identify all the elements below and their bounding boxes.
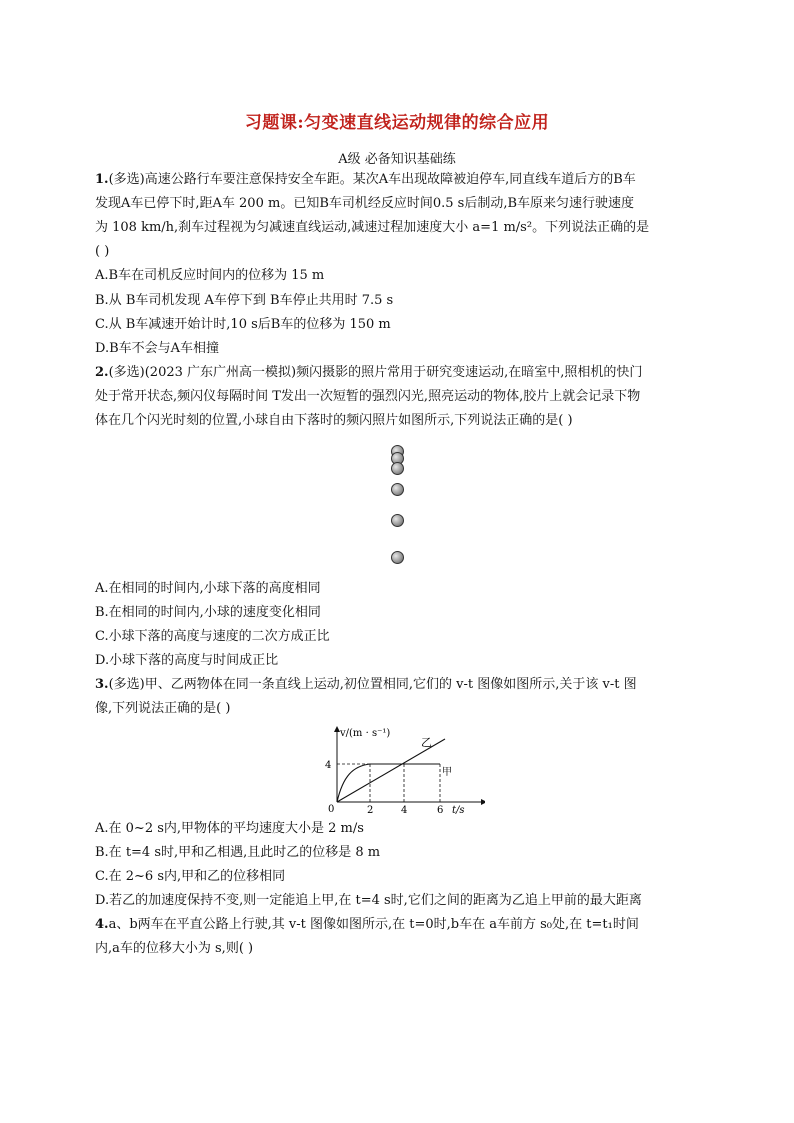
q3-option-a: A.在 0~2 s内,甲物体的平均速度大小是 2 m/s [95, 821, 364, 836]
q3-option-d: D.若乙的加速度保持不变,则一定能追上甲,在 t=4 s时,它们之间的距离为乙追上甲前的最大距离 [95, 893, 642, 908]
x-tick-4: 4 [401, 805, 408, 816]
ball-3 [391, 462, 404, 475]
q2-option-a: A.在相同的时间内,小球下落的高度相同 [95, 581, 321, 596]
x-tick-6: 6 [437, 805, 444, 816]
q3-text-1: (多选)甲、乙两物体在同一条直线上运动,初位置相同,它们的 v-t 图像如图所示,关于该 v-t 图 [108, 677, 637, 692]
q4-line-2: 内,a车的位移大小为 s,则( ) [95, 941, 254, 956]
ball-4 [391, 483, 404, 496]
y-tick-4: 4 [325, 760, 332, 771]
x-axis-label: t/s [452, 805, 465, 816]
origin-label: 0 [328, 804, 335, 815]
q1-option-d: D.B车不会与A车相撞 [95, 341, 220, 356]
q1-option-b: B.从 B车司机发现 A车停下到 B车停止共用时 7.5 s [95, 293, 394, 308]
q4-number: 4. [95, 917, 109, 932]
label-jia: 甲 [442, 767, 452, 778]
q1-line-4: ( ) [95, 244, 110, 259]
q1-line-1 [95, 171, 636, 189]
ball-6 [391, 551, 404, 564]
q2-option-d: D.小球下落的高度与时间成正比 [95, 653, 279, 668]
curve-jia [337, 764, 440, 802]
y-axis-label: v/(m · s⁻¹) [340, 728, 391, 739]
q3-line-2: 像,下列说法正确的是( ) [95, 701, 231, 716]
q3-line-1 [95, 676, 637, 694]
label-yi: 乙 [421, 736, 432, 749]
page-title: 习题课:匀变速直线运动规律的综合应用 [244, 113, 550, 133]
q3-option-c: C.在 2~6 s内,甲和乙的位移相同 [95, 869, 286, 884]
q1-text-1: (多选)高速公路行车要注意保持安全车距。某次A车出现故障被迫停车,同直线车道后方的B车 [108, 172, 636, 187]
q1-number: 1. [95, 172, 109, 187]
q1-option-c: C.从 B车减速开始计时,10 s后B车的位移为 150 m [95, 317, 391, 332]
q2-line-3: 体在几个闪光时刻的位置,小球自由下落时的频闪照片如图所示,下列说法正确的是( ) [95, 413, 573, 428]
x-tick-2: 2 [367, 805, 374, 816]
q4-line-1 [95, 916, 639, 934]
q1-option-a: A.B车在司机反应时间内的位移为 15 m [95, 268, 325, 283]
q2-option-b: B.在相同的时间内,小球的速度变化相同 [95, 605, 321, 620]
q1-line-2: 发现A车已停下时,距A车 200 m。已知B车司机经反应时间0.5 s后制动,B车原来匀速行驶速度 [95, 196, 635, 211]
q3-option-b: B.在 t=4 s时,甲和乙相遇,且此时乙的位移是 8 m [95, 845, 381, 860]
ball-5 [391, 514, 404, 527]
q2-line-1 [95, 364, 642, 382]
x-axis-arrow [481, 799, 485, 805]
q4-text-1: a、b两车在平直公路上行驶,其 v-t 图像如图所示,在 t=0时,b车在 a车前方 s₀处,在 t=t₁时间 [108, 917, 639, 932]
q3-number: 3. [95, 677, 109, 692]
section-subtitle: A级 必备知识基础练 [338, 152, 456, 167]
q2-number: 2. [95, 365, 109, 380]
vt-graph [315, 724, 485, 816]
q2-text-1: (多选)(2023 广东广州高一模拟)频闪摄影的照片常用于研究变速运动,在暗室中,照相机的快门 [108, 365, 643, 380]
q2-line-2: 处于常开状态,频闪仪每隔时间 T发出一次短暂的强烈闪光,照亮运动的物体,胶片上就会记录下物 [95, 389, 641, 404]
q1-line-3: 为 108 km/h,刹车过程视为匀减速直线运动,减速过程加速度大小 a=1 m/s²。下列说法正确的是 [95, 220, 650, 235]
q2-option-c: C.小球下落的高度与速度的二次方成正比 [95, 629, 330, 644]
